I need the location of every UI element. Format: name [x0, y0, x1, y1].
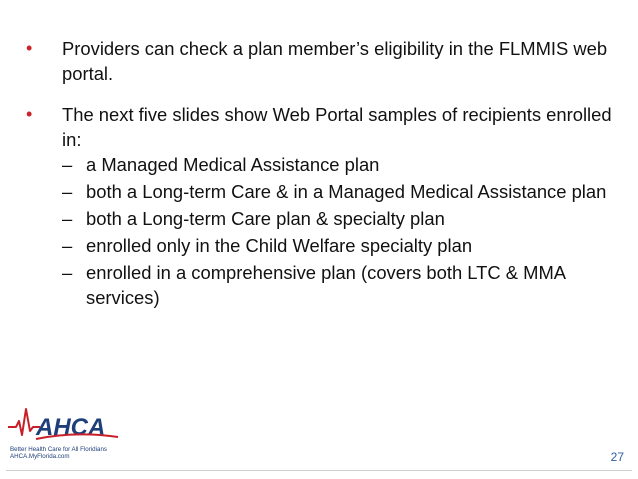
sub-bullet-item [26, 233, 616, 258]
sub-bullet-marker: – [62, 181, 73, 202]
sub-bullet-item [26, 206, 616, 231]
sub-bullet-marker: – [62, 235, 73, 256]
slide-body [26, 36, 616, 310]
bullet-marker: • [26, 38, 33, 58]
logo-tagline [10, 446, 107, 460]
bullet-item [26, 102, 616, 152]
sub-bullet-item [26, 260, 616, 310]
logo-wordmark: AHCA [36, 414, 106, 441]
bullet-text: The next five slides show Web Portal samples of recipients enrolled in: [62, 104, 612, 150]
logo-tagline-line2: AHCA.MyFlorida.com [10, 453, 70, 460]
footer-divider [6, 470, 632, 471]
sub-bullet-marker: – [62, 154, 73, 175]
logo-tagline-line1: Better Health Care for All Floridians [10, 446, 107, 453]
ahca-logo [6, 401, 124, 463]
ahca-logo-mark [6, 401, 124, 445]
page-number: 27 [610, 450, 624, 464]
sub-bullet-text: enrolled in a comprehensive plan (covers both LTC & MMA services) [86, 262, 566, 308]
bullet-item [26, 36, 616, 86]
sub-bullet-marker: – [62, 208, 73, 229]
sub-bullet-text: a Managed Medical Assistance plan [86, 154, 380, 175]
bullet-text: Providers can check a plan member’s eligibility in the FLMMIS web portal. [62, 38, 608, 84]
sub-bullet-text: both a Long-term Care plan & specialty plan [86, 208, 445, 229]
sub-bullet-text: enrolled only in the Child Welfare specialty plan [86, 235, 473, 256]
bullet-marker: • [26, 104, 33, 124]
sub-bullet-item [26, 152, 616, 177]
sub-bullet-item [26, 179, 616, 204]
sub-bullet-marker: – [62, 262, 73, 283]
sub-bullet-text: both a Long-term Care & in a Managed Medical Assistance plan [86, 181, 607, 202]
